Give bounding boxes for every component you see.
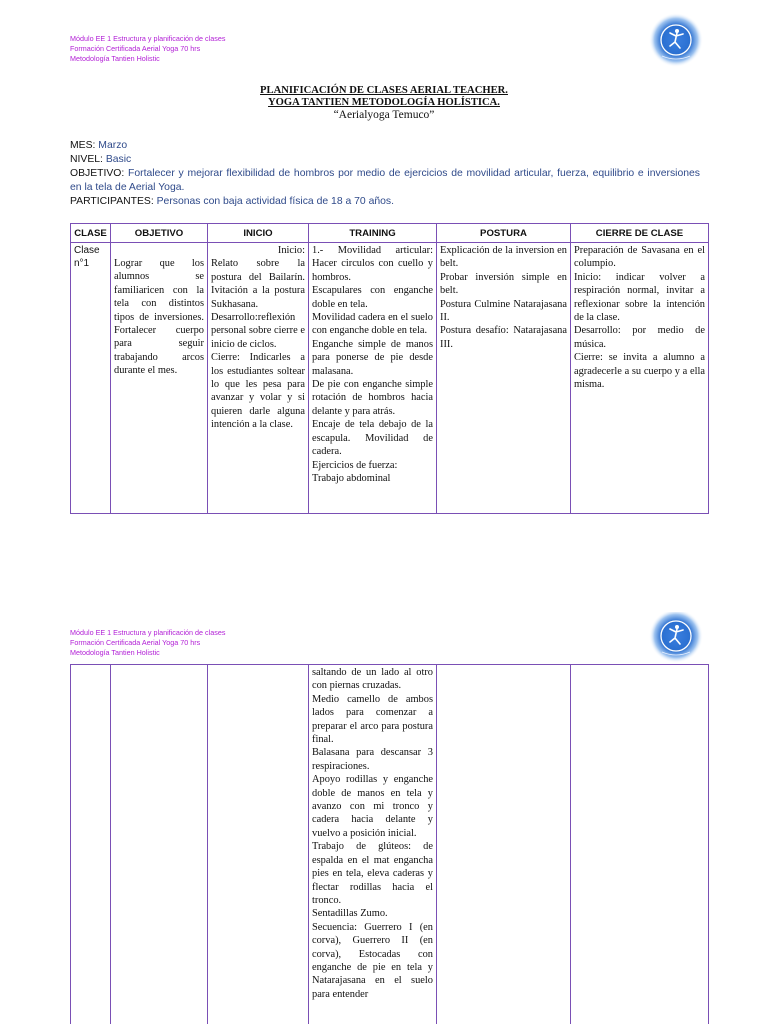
participantes-label: PARTICIPANTES: bbox=[70, 196, 154, 207]
cell-postura bbox=[437, 665, 571, 1024]
table-row bbox=[71, 243, 709, 514]
document-title bbox=[0, 85, 768, 121]
cell-objetivo bbox=[111, 665, 208, 1024]
header-module: Módulo EE 1 Estructura y planificación de clases bbox=[70, 628, 226, 637]
planning-table bbox=[70, 223, 709, 514]
title-line-1: PLANIFICACIÓN DE CLASES AERIAL TEACHER. bbox=[260, 85, 508, 96]
aerial-yoga-logo-icon bbox=[646, 12, 706, 68]
inicio-desarrollo: Desarrollo:reflexión personal sobre cierre e inicio de ciclos. bbox=[211, 312, 305, 350]
cell-training bbox=[309, 243, 437, 514]
header-course: Formación Certificada Aerial Yoga 70 hrs bbox=[70, 44, 201, 53]
training-item: De pie con enganche simple rotación de hombros hacia delante y para atrás. bbox=[312, 379, 433, 417]
cierre-item: Inicio: indicar volver a respiración normal, invitar a reflexionar sobre la intención de la clase. bbox=[574, 271, 705, 324]
table-header-row bbox=[71, 224, 709, 243]
header-module: Módulo EE 1 Estructura y planificación de clases bbox=[70, 34, 226, 43]
postura-item: Postura Culmine Natarajasana II. bbox=[440, 298, 567, 324]
postura-item: Probar inversión simple en belt. bbox=[440, 271, 567, 297]
page-gap bbox=[0, 540, 768, 612]
cell-training bbox=[309, 665, 437, 1024]
page-header bbox=[70, 34, 225, 64]
postura-item: Explicación de la inversion en belt. bbox=[440, 245, 567, 270]
col-header-objetivo: OBJETIVO bbox=[111, 224, 208, 243]
header-course: Formación Certificada Aerial Yoga 70 hrs bbox=[70, 638, 201, 647]
training-item: saltando de un lado al otro con piernas cruzadas. bbox=[312, 667, 433, 692]
header-methodology: Metodología Tantien Holistic bbox=[70, 54, 160, 63]
cell-inicio bbox=[208, 243, 309, 514]
training-item: Apoyo rodillas y enganche doble de manos en tela y avanzo con mi tronco y cadera hacia delante y vuelvo a posición inicial. bbox=[312, 774, 433, 839]
nivel-value: Basic bbox=[105, 154, 132, 165]
cell-clase bbox=[71, 665, 111, 1024]
training-item: Trabajo de glúteos: de espalda en el mat engancha pies en tela, eleva caderas y flectar rodillas hacia el tronco. bbox=[312, 841, 433, 906]
cell-objetivo: Lograr que los alumnos se familiaricen con la tela con distintos tipos de inversiones. Fortalecer cuerpo para seguir trabajando arcos durante el mes. bbox=[111, 243, 208, 514]
page-header bbox=[70, 628, 225, 658]
cell-clase: Clase n°1 bbox=[71, 243, 111, 514]
participantes-value: Personas con baja actividad física de 18 a 70 años. bbox=[156, 196, 395, 207]
mes-label: MES: bbox=[70, 140, 96, 151]
training-item: Secuencia: Guerrero I (en corva), Guerrero II (en corva), Estocadas con enganche de pie en tela y Natarajasana en el suelo para entender bbox=[312, 921, 433, 1000]
training-item: Ejercicios de fuerza: bbox=[312, 459, 398, 471]
inicio-label: Inicio: bbox=[277, 245, 305, 256]
page-2 bbox=[0, 612, 768, 1024]
objetivo-label: OBJETIVO: bbox=[70, 168, 125, 179]
training-item: Trabajo abdominal bbox=[312, 472, 391, 484]
cierre-item: Preparación de Savasana en el columpio. bbox=[574, 245, 705, 270]
mes-value: Marzo bbox=[98, 140, 128, 151]
aerial-yoga-logo-icon bbox=[646, 612, 706, 664]
col-header-postura: POSTURA bbox=[437, 224, 571, 243]
cierre-item: Desarrollo: por medio de música. bbox=[574, 325, 705, 350]
cierre-item: Cierre: se invita a alumno a agradecerle a su cuerpo y a ella misma. bbox=[574, 352, 705, 391]
table-row bbox=[71, 665, 709, 1024]
inicio-cierre: Cierre: Indicarles a los estudiantes soltear lo que les pesa para avanzar y volar y si quieren darle alguna intención a la clase. bbox=[211, 352, 305, 431]
class-meta bbox=[70, 139, 700, 209]
nivel-label: NIVEL: bbox=[70, 154, 103, 165]
header-methodology: Metodología Tantien Holistic bbox=[70, 648, 160, 657]
cell-inicio bbox=[208, 665, 309, 1024]
cell-postura bbox=[437, 243, 571, 514]
training-item: Movilidad cadera en el suelo con enganche doble en tela. bbox=[312, 312, 433, 337]
training-item: Escapulares con enganche doble en tela. bbox=[312, 285, 433, 310]
training-item: Sentadillas Zumo. bbox=[312, 908, 388, 920]
title-line-3: “Aerialyoga Temuco” bbox=[333, 109, 435, 121]
cell-cierre bbox=[571, 665, 709, 1024]
col-header-cierre: CIERRE DE CLASE bbox=[571, 224, 709, 243]
inicio-relato: Relato sobre la postura del Bailarín. Ivitación a la postura Sukhasana. bbox=[211, 258, 305, 310]
objetivo-value: Fortalecer y mejorar flexibilidad de hombros por medio de ejercicios de movilidad articular, fuerza, equilibrio e inversiones en la tela de Aerial Yoga. bbox=[70, 168, 700, 193]
title-line-2: YOGA TANTIEN METODOLOGÍA HOLÍSTICA. bbox=[268, 97, 500, 108]
col-header-training: TRAINING bbox=[309, 224, 437, 243]
training-item: Medio camello de ambos lados para comenzar a preparar el arco para postura final. bbox=[312, 693, 433, 746]
cell-cierre bbox=[571, 243, 709, 514]
planning-table-continued bbox=[70, 664, 709, 1024]
training-item: Encaje de tela debajo de la escapula. Movilidad de cadera. bbox=[312, 419, 433, 458]
col-header-clase: CLASE bbox=[71, 224, 111, 243]
training-item: Enganche simple de manos para ponerse de pie desde malasana. bbox=[312, 338, 433, 377]
postura-item: Postura desafío: Natarajasana III. bbox=[440, 325, 567, 350]
training-item: 1.- Movilidad articular: Hacer circulos con cuello y hombros. bbox=[312, 245, 433, 283]
col-header-inicio: INICIO bbox=[208, 224, 309, 243]
training-item: Balasana para descansar 3 respiraciones. bbox=[312, 747, 433, 772]
